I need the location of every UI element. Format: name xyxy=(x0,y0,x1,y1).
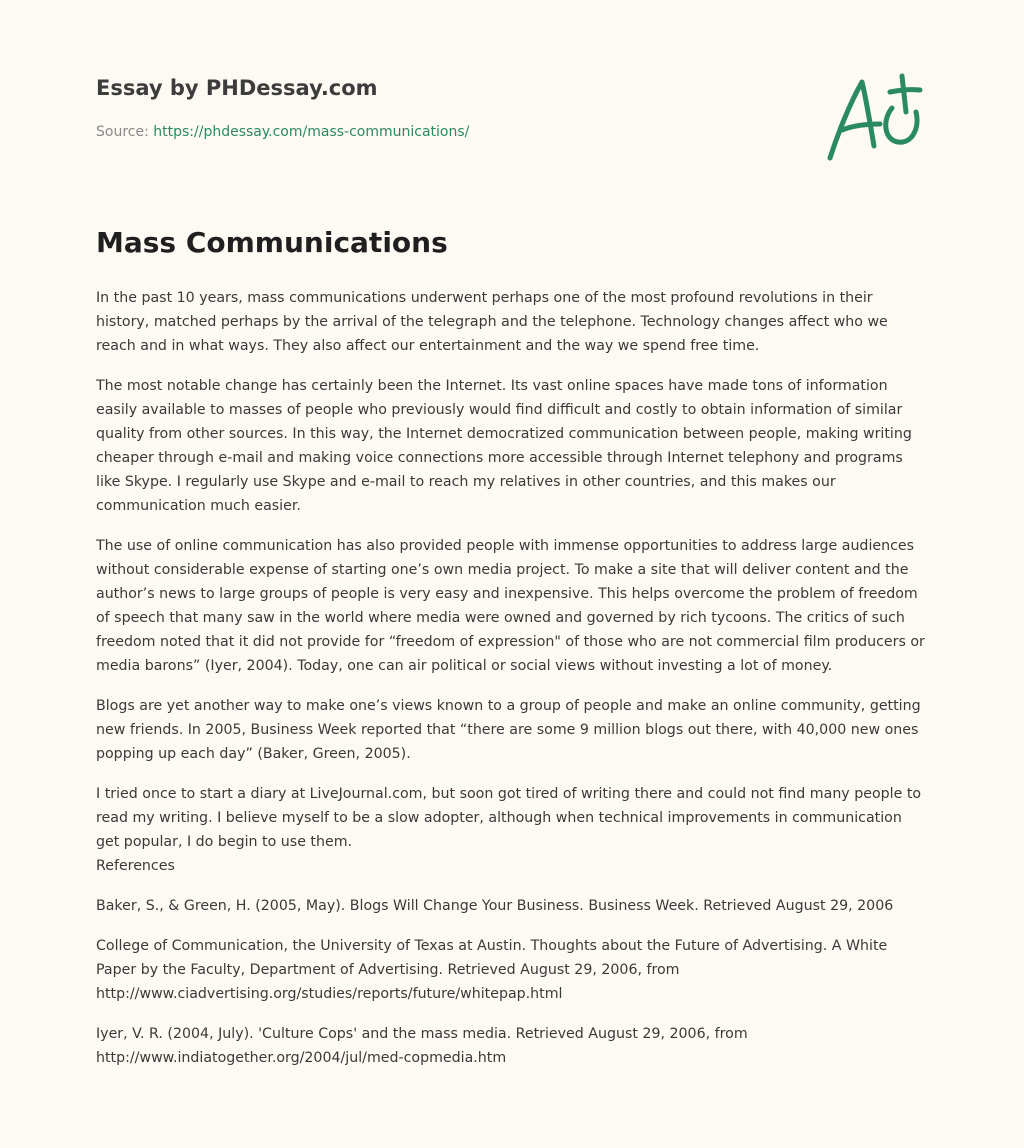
essay-paragraph: Blogs are yet another way to make one’s views known to a group of people and make an online community, getting new friends. In 2005, Business Week reported that “there are some 9 million blogs out there, with 40,000 new ones popping up each day” (Baker, Green, 2005). xyxy=(96,698,921,762)
reference-item: College of Communication, the University of Texas at Austin. Thoughts about the Future of Advertising. A White Paper by the Faculty, Department of Advertising. Retrieved August 29, 2006, from http://www.ciadvertising.org/studies/reports/future/whitepap.html xyxy=(96,938,888,1002)
reference-item: Baker, S., & Green, H. (2005, May). Blogs Will Change Your Business. Business Week. Retrieved August 29, 2006 xyxy=(96,898,894,914)
essay-paragraph: The use of online communication has also provided people with immense opportunities to address large audiences without considerable expense of starting one’s own media project. To make a site that will deliver content and the author’s news to large groups of people is very easy and inexpensive. This helps overcome the problem of freedom of speech that many saw in the world where media were owned and governed by rich tycoons. The critics of such freedom noted that it did not provide for “freedom of expression" of those who are not commercial film producers or media barons” (Iyer, 2004). Today, one can air political or social views without investing a lot of money. xyxy=(96,538,925,674)
essay-paragraph: I tried once to start a diary at LiveJournal.com, but soon got tired of writing there and could not find many people to read my writing. I believe myself to be a slow adopter, although when technical improvements in communication get popular, I do begin to use them. xyxy=(96,786,922,850)
essay-paragraph: In the past 10 years, mass communications underwent perhaps one of the most profound revolutions in their history, matched perhaps by the arrival of the telegraph and the telephone. Technology changes affect who we reach and in what ways. They also affect our entertainment and the way we spend free time. xyxy=(96,290,888,354)
references-heading: References xyxy=(96,858,175,874)
source-label: Source: xyxy=(96,124,154,140)
essay-title: Mass Communications xyxy=(96,226,448,259)
source-link[interactable]: https://phdessay.com/mass-communications/ xyxy=(153,124,470,140)
brand-title: Essay by PHDessay.com xyxy=(96,76,378,100)
essay-body xyxy=(96,286,928,1086)
essay-paragraph: The most notable change has certainly been the Internet. Its vast online spaces have made tons of information easily available to masses of people who previously would find difficult and costly to obtain information of similar quality from other sources. In this way, the Internet democratized communication between people, making writing cheaper through e-mail and making voice connections more accessible through Internet telephony and programs like Skype. I regularly use Skype and e-mail to reach my relatives in other countries, and this makes our communication much easier. xyxy=(96,378,912,514)
reference-item: Iyer, V. R. (2004, July). 'Culture Cops' and the mass media. Retrieved August 29, 2006, from http://www.indiatogether.org/2004/jul/med-copmedia.htm xyxy=(96,1026,748,1066)
a-plus-grade-icon xyxy=(820,68,930,168)
source-line xyxy=(96,124,469,140)
